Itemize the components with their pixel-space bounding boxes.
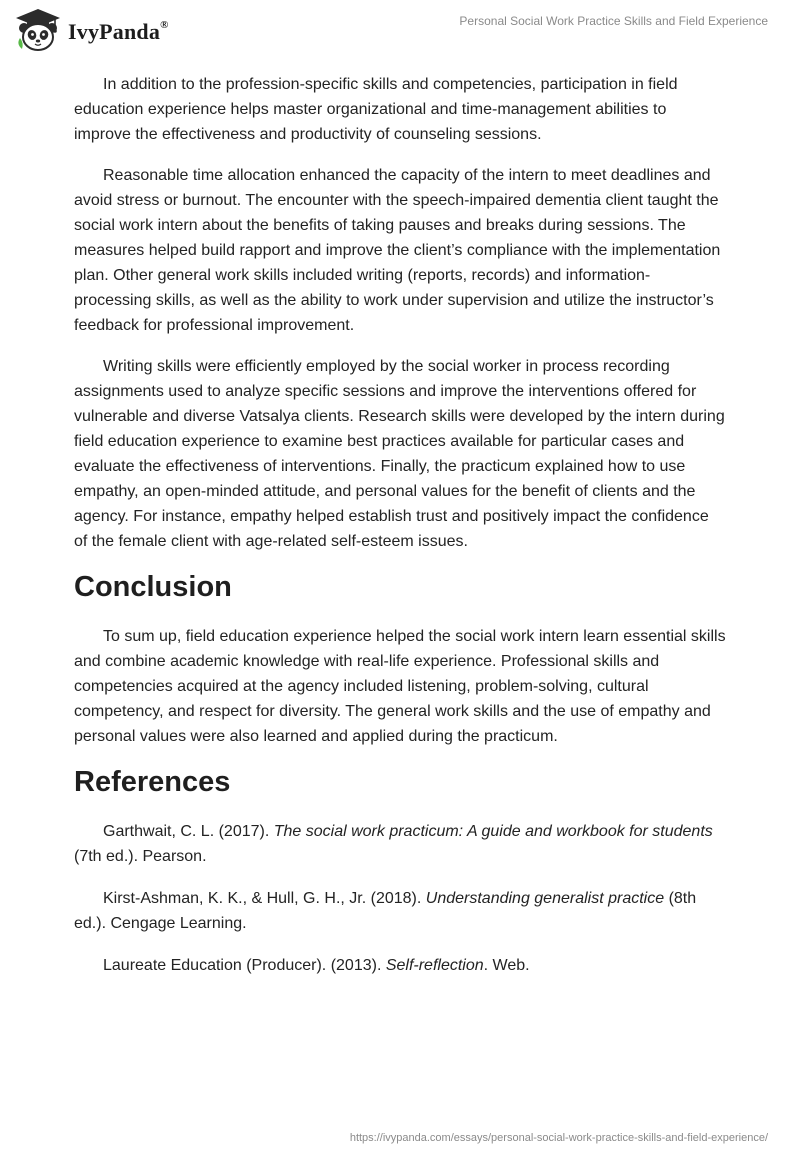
body-paragraph: In addition to the profession-specific skills and competencies, participation in field education experience helps master organizational and time-management abilities to improve the effectiveness and productivity of counseling sessions. <box>74 76 678 143</box>
registered-mark: ® <box>160 18 169 31</box>
reference-item: Kirst-Ashman, K. K., & Hull, G. H., Jr. (2018). Understanding generalist practice (8th ed.). Cengage Learning. <box>74 890 697 932</box>
essay-content <box>74 72 726 995</box>
body-paragraph: Writing skills were efficiently employed by the social worker in process recording assignments used to analyze specific sessions and improve the interventions offered for vulnerable and diverse Vatsalya clients. Research skills were developed by the intern during field education experience to examine best practices available for particular cases and evaluate the effectiveness of interventions. Finally, the practicum explained how to use empathy, an open-minded attitude, and personal values for the benefit of clients and the agency. For instance, empathy helped establish trust and positively impact the confidence of the female client with age-related self-esteem issues. <box>74 358 725 550</box>
reference-title: Self-reflection <box>385 957 484 974</box>
conclusion-heading: Conclusion <box>74 571 232 603</box>
document-title: Personal Social Work Practice Skills and Field Experience <box>459 14 768 28</box>
reference-item: Laureate Education (Producer). (2013). Self-reflection. Web. <box>103 957 530 974</box>
reference-item: Garthwait, C. L. (2017). The social work practicum: A guide and workbook for students (7th ed.). Pearson. <box>74 823 713 865</box>
brand-logo[interactable] <box>14 8 169 52</box>
brand-name: IvyPanda® <box>68 18 169 44</box>
body-paragraph: Reasonable time allocation enhanced the capacity of the intern to meet deadlines and avoid stress or burnout. The encounter with the speech-impaired dementia client taught the social work intern about the benefits of taking pauses and breaks during sessions. The measures helped build rapport and improve the client’s compliance with the implementation plan. Other general work skills included writing (reports, records) and information-processing skills, as well as the ability to work under supervision and utilize the instructor’s feedback for professional improvement. <box>74 167 721 334</box>
reference-title: Understanding generalist practice <box>425 890 665 907</box>
reference-title: The social work practicum: A guide and workbook for students <box>273 823 713 840</box>
page-header <box>0 0 800 60</box>
source-url[interactable]: https://ivypanda.com/essays/personal-social-work-practice-skills-and-field-experience/ <box>349 1132 768 1144</box>
panda-mascot-icon <box>14 8 62 52</box>
conclusion-paragraph: To sum up, field education experience helped the social work intern learn essential skills and combine academic knowledge with real-life experience. Professional skills and competencies acquired at the agency included listening, problem-solving, cultural competency, and respect for diversity. The general work skills and the use of empathy and personal values were also learned and applied during the practicum. <box>74 628 726 745</box>
references-heading: References <box>74 766 231 798</box>
